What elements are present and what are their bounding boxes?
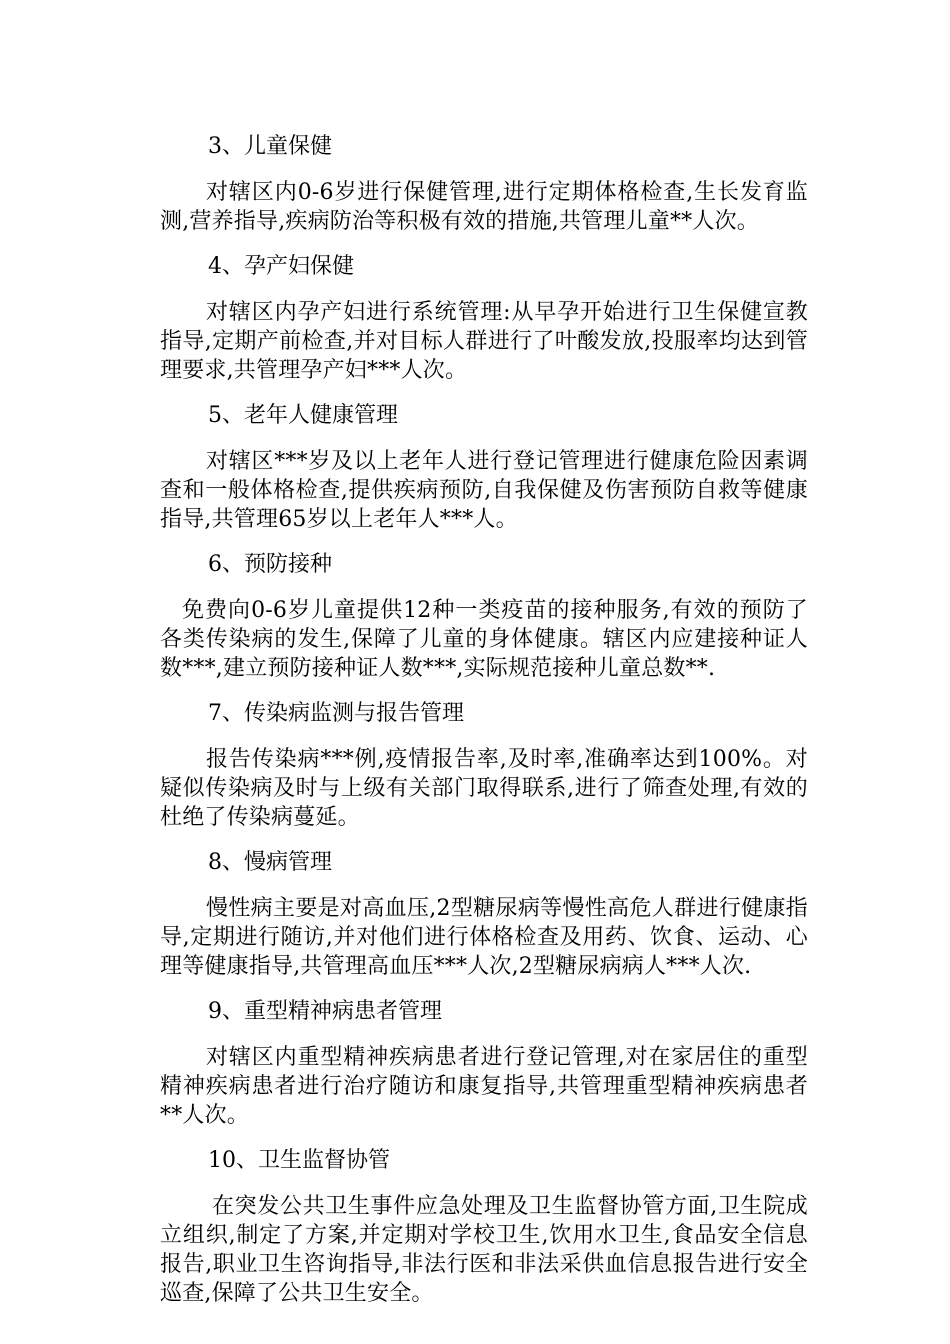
section-heading-mental-health: 9、重型精神病患者管理	[208, 999, 442, 1024]
section-heading-elderly-health: 5、老年人健康管理	[208, 403, 398, 428]
section-heading-maternal-health: 4、孕产妇保健	[208, 254, 354, 279]
section-body-vaccination: 免费向0-6岁儿童提供12种一类疫苗的接种服务,有效的预防了各类传染病的发生,保障了儿童的身体健康。辖区内应建接种证人数***,建立预防接种证人数***,实际规范接种儿童总数**.	[160, 598, 808, 681]
section-body-chronic-disease: 慢性病主要是对高血压,2型糖尿病等慢性高危人群进行健康指导,定期进行随访,并对他们进行体格检查及用药、饮食、运动、心理等健康指导,共管理高血压***人次,2型糖尿病病人***人次.	[160, 896, 808, 979]
section-heading-vaccination: 6、预防接种	[208, 552, 332, 577]
section-body-health-supervision: 在突发公共卫生事件应急处理及卫生监督协管方面,卫生院成立组织,制定了方案,并定期对学校卫生,饮用水卫生,食品安全信息报告,职业卫生咨询指导,非法行医和非法采供血信息报告进行安全巡查,保障了公共卫生安全。	[160, 1194, 808, 1306]
section-body-child-health: 对辖区内0-6岁进行保健管理,进行定期体格检查,生长发育监测,营养指导,疾病防治等积极有效的措施,共管理儿童**人次。	[160, 180, 808, 234]
section-heading-infectious-disease: 7、传染病监测与报告管理	[208, 701, 464, 726]
section-heading-chronic-disease: 8、慢病管理	[208, 850, 332, 875]
section-heading-health-supervision: 10、卫生监督协管	[208, 1148, 390, 1173]
section-body-infectious-disease: 报告传染病***例,疫情报告率,及时率,准确率达到100%。对疑似传染病及时与上级有关部门取得联系,进行了筛查处理,有效的杜绝了传染病蔓延。	[160, 747, 808, 830]
section-body-maternal-health: 对辖区内孕产妇进行系统管理:从早孕开始进行卫生保健宣教指导,定期产前检查,并对目标人群进行了叶酸发放,投服率均达到管理要求,共管理孕产妇***人次。	[160, 300, 808, 383]
section-heading-child-health: 3、儿童保健	[208, 134, 332, 159]
section-body-mental-health: 对辖区内重型精神疾病患者进行登记管理,对在家居住的重型精神疾病患者进行治疗随访和康复指导,共管理重型精神疾病患者**人次。	[160, 1045, 808, 1128]
document-page	[160, 132, 808, 1324]
section-body-elderly-health: 对辖区***岁及以上老年人进行登记管理进行健康危险因素调查和一般体格检查,提供疾病预防,自我保健及伤害预防自救等健康指导,共管理65岁以上老年人***人。	[160, 449, 808, 532]
